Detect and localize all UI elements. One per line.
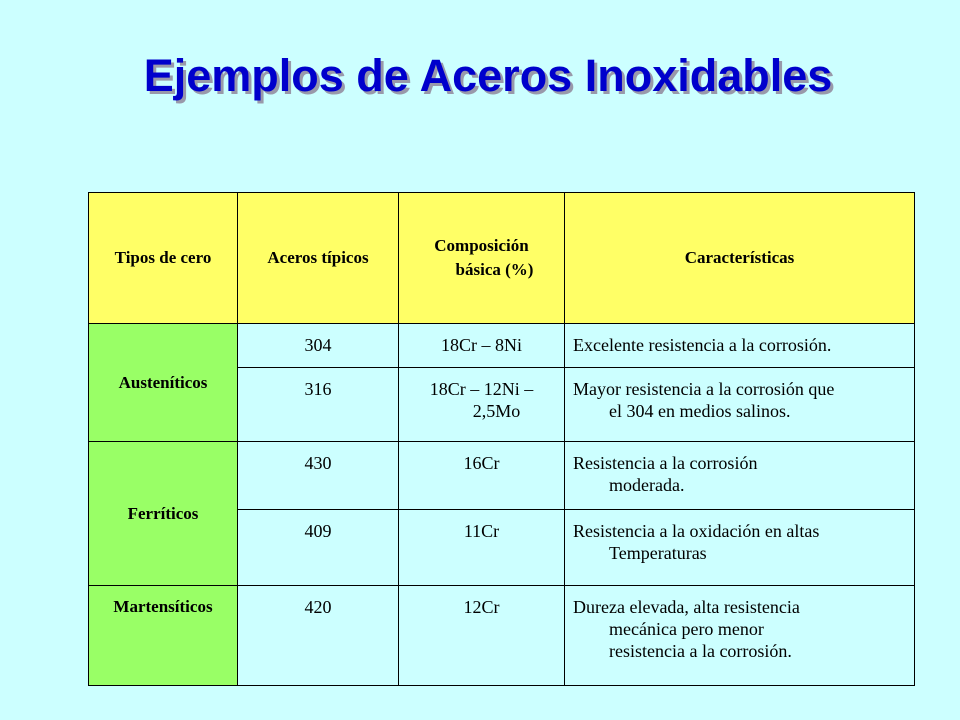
header-composition xyxy=(399,193,565,324)
type-austenitic: Austeníticos xyxy=(89,324,238,442)
header-composition-line2: básica (%) xyxy=(455,260,534,279)
desc-420-line2: mecánica pero menor xyxy=(609,619,764,639)
page-title: Ejemplos de Aceros Inoxidables xyxy=(143,50,833,101)
desc-430-line2: moderada. xyxy=(609,475,685,495)
composition-409: 11Cr xyxy=(399,510,565,586)
desc-420-line1: Dureza elevada, alta resistencia xyxy=(573,597,800,617)
header-steel: Aceros típicos xyxy=(238,193,399,324)
composition-316 xyxy=(399,368,565,442)
steel-316: 316 xyxy=(238,368,399,442)
steel-420: 420 xyxy=(238,586,399,686)
desc-409-line1: Resistencia a la oxidación en altas xyxy=(573,521,820,541)
desc-409-line2: Temperaturas xyxy=(609,543,707,563)
header-characteristics: Características xyxy=(565,193,915,324)
composition-420: 12Cr xyxy=(399,586,565,686)
desc-430-line1: Resistencia a la corrosión xyxy=(573,453,758,473)
header-type: Tipos de cero xyxy=(89,193,238,324)
desc-304: Excelente resistencia a la corrosión. xyxy=(565,324,915,368)
desc-430 xyxy=(565,442,915,510)
composition-430: 16Cr xyxy=(399,442,565,510)
table-row xyxy=(89,324,915,368)
table-row xyxy=(89,442,915,510)
desc-409 xyxy=(565,510,915,586)
desc-420 xyxy=(565,586,915,686)
steel-examples-table xyxy=(88,192,915,686)
desc-316-line2: el 304 en medios salinos. xyxy=(609,401,791,421)
steel-430: 430 xyxy=(238,442,399,510)
table-row xyxy=(89,586,915,686)
composition-304: 18Cr – 8Ni xyxy=(399,324,565,368)
desc-316 xyxy=(565,368,915,442)
steel-304: 304 xyxy=(238,324,399,368)
steel-409: 409 xyxy=(238,510,399,586)
table-header-row xyxy=(89,193,915,324)
desc-316-line1: Mayor resistencia a la corrosión que xyxy=(573,379,835,399)
composition-316-line2: 2,5Mo xyxy=(472,401,521,421)
composition-316-line1: 18Cr – 12Ni – xyxy=(429,379,534,399)
type-ferritic: Ferríticos xyxy=(89,442,238,586)
desc-420-line3: resistencia a la corrosión. xyxy=(609,641,792,661)
type-martensitic: Martensíticos xyxy=(89,586,238,686)
header-composition-line1: Composición xyxy=(434,236,529,255)
